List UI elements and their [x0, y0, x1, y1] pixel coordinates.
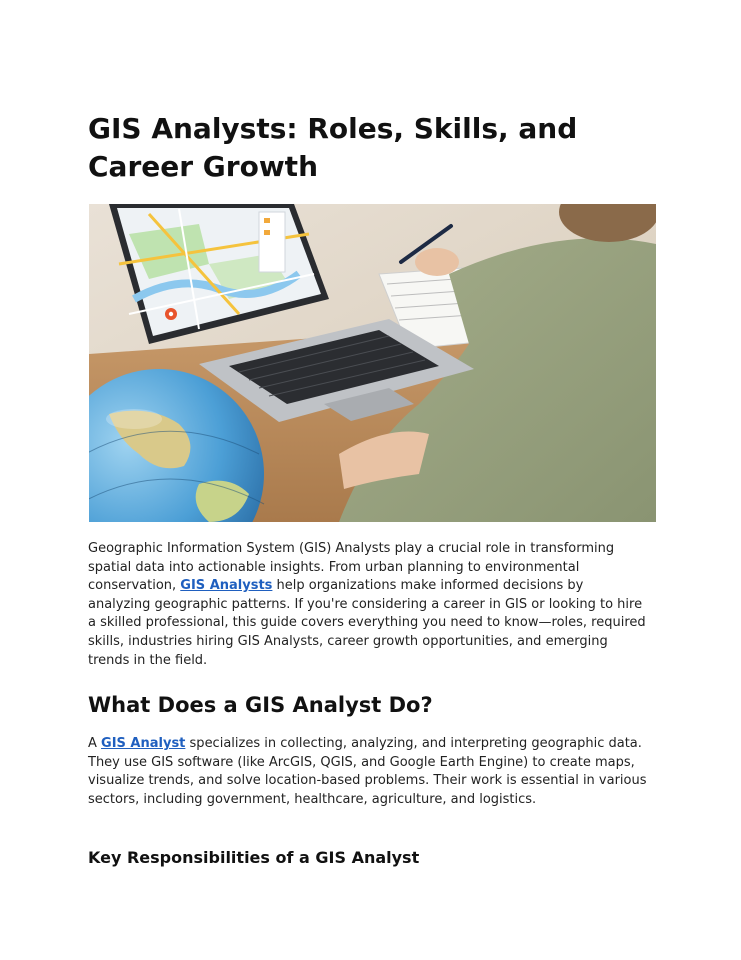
intro-text-end: help organizations make informed decisions by analyzing geographic patterns. If you're considering a career in GIS or looking to hire a skilled professional, this guide covers everything you need to know—roles, required skills, industries hiring GIS Analysts, career growth opportunities, and emerging trends in the field. — [88, 578, 646, 668]
section-heading-what-does: What Does a GIS Analyst Do? — [88, 693, 433, 717]
intro-paragraph — [88, 540, 648, 670]
gis-analyst-link[interactable]: GIS Analyst — [101, 736, 186, 751]
section-text-start: A — [88, 736, 102, 751]
hero-image — [89, 204, 656, 522]
section-text-end: specializes in collecting, analyzing, and interpreting geographic data. They use GIS software (like ArcGIS, QGIS, and Google Earth Engine) to create maps, visualize trends, and solve location-based problems. Their work is essential in various sectors, including government, healthcare, agriculture, and logistics. — [88, 736, 647, 807]
subheading-key-responsibilities: Key Responsibilities of a GIS Analyst — [88, 848, 420, 867]
article-title: GIS Analysts: Roles, Skills, and Career Growth — [88, 112, 578, 183]
gis-analysts-link[interactable]: GIS Analysts — [180, 578, 273, 594]
section-paragraph — [88, 735, 648, 809]
intro-text-start: Geographic Information System (GIS) Analysts play a crucial role in transforming spatial data into actionable insights. From urban planning to environmental conservation, — [88, 541, 615, 594]
